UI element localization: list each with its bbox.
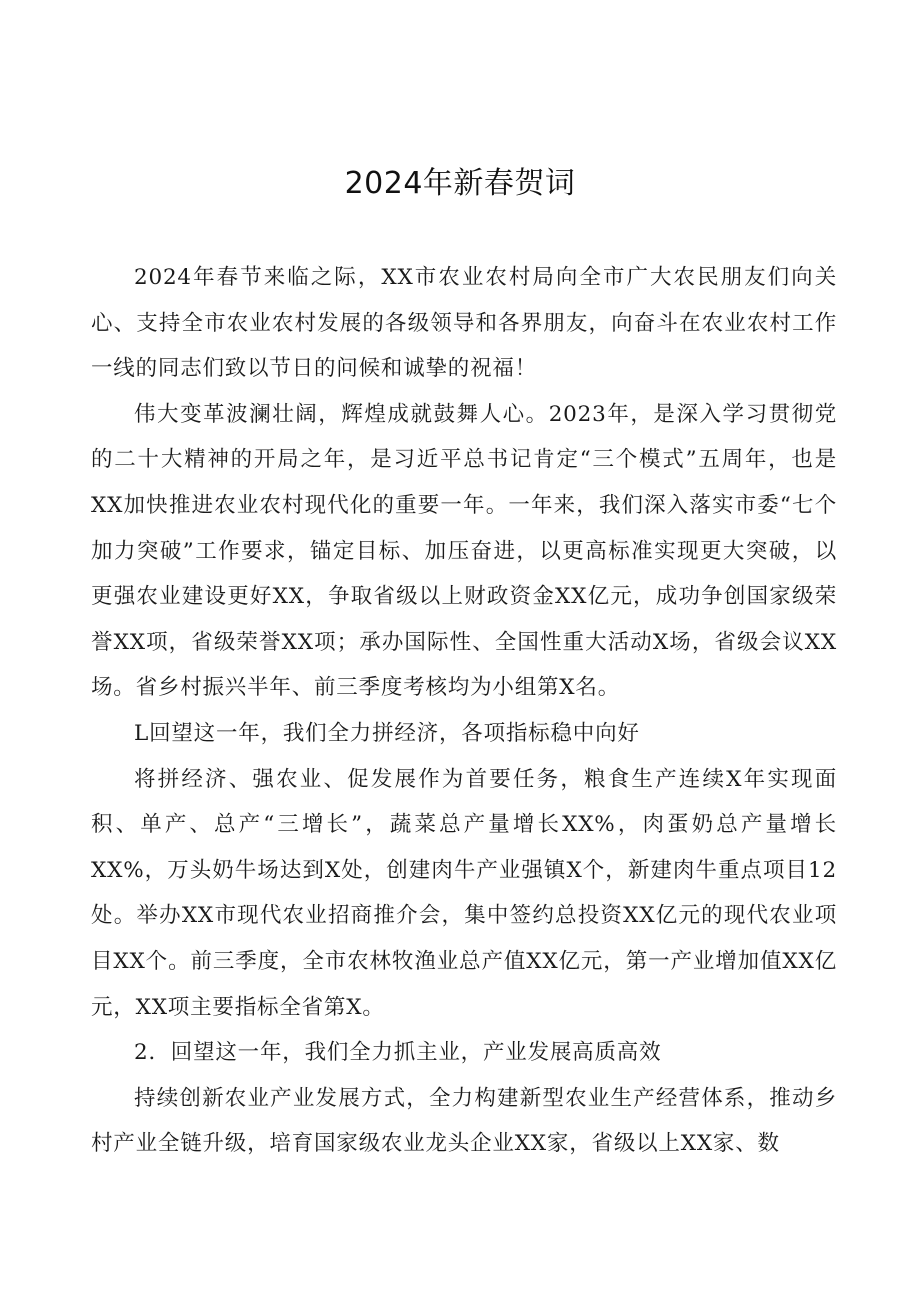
paragraph-greeting: 2024年春节来临之际，XX市农业农村局向全市广大农民朋友们向关心、支持全市农业农村发展的各级领导和各界朋友，向奋斗在农业农村工作一线的同志们致以节日的问候和诚挚的祝福！ [91, 265, 837, 382]
document-body [91, 255, 837, 1167]
document-title: 2024年新春贺词 [344, 166, 576, 201]
paragraph-economy: 将拼经济、强农业、促发展作为首要任务，粮食生产连续X年实现面积、单产、总产“三增长”，蔬菜总产量增长XX%，肉蛋奶总产量增长XX%，万头奶牛场达到X处，创建肉牛产业强镇X个，新建肉牛重点项目12处。举办XX市现代农业招商推介会，集中签约总投资XX亿元的现代农业项目XX个。前三季度，全市农林牧渔业总产值XX亿元，第一产业增加值XX亿元，XX项主要指标全省第X。 [91, 766, 837, 1020]
section-heading-2: 2．回望这一年，我们全力抓主业，产业发展高质高效 [134, 1040, 662, 1066]
section-heading-1: L回望这一年，我们全力拼经济，各项指标稳中向好 [134, 720, 640, 746]
paragraph-industry: 持续创新农业产业发展方式，全力构建新型农业生产经营体系，推动乡村产业全链升级，培育国家级农业龙头企业XX家，省级以上XX家、数 [91, 1085, 837, 1157]
paragraph-review-2023: 伟大变革波澜壮阔，辉煌成就鼓舞人心。2023年，是深入学习贯彻党的二十大精神的开局之年，是习近平总书记肯定“三个模式”五周年，也是XX加快推进农业农村现代化的重要一年。一年来，我们深入落实市委“七个加力突破”工作要求，锚定目标、加压奋进，以更高标准实现更大突破，以更强农业建设更好XX，争取省级以上财政资金XX亿元，成功争创国家级荣誉XX项，省级荣誉XX项；承办国际性、全国性重大活动X场，省级会议XX场。省乡村振兴半年、前三季度考核均为小组第X名。 [91, 401, 837, 701]
